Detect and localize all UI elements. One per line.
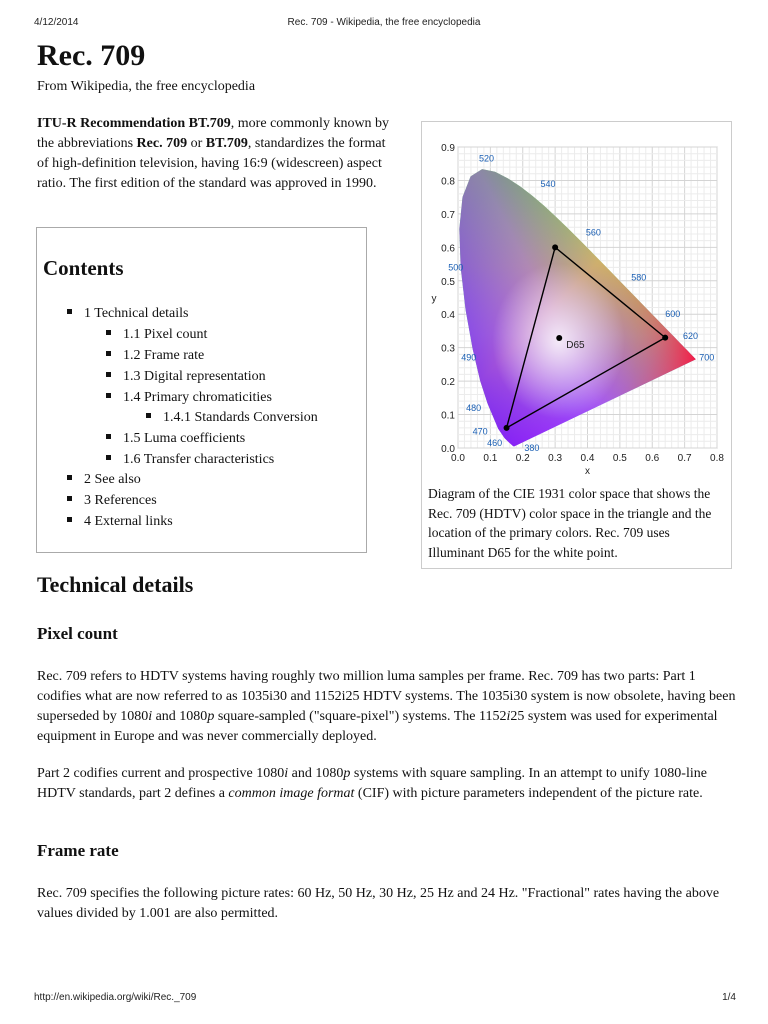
- text-run: (CIF) with picture parameters independent of the picture rate.: [354, 786, 703, 801]
- toc-item[interactable]: [106, 368, 266, 386]
- bullet-icon: [67, 475, 72, 480]
- primary-point: [662, 335, 668, 341]
- link-common-image-format[interactable]: common image format: [228, 786, 355, 801]
- toc-link[interactable]: 1.1 Pixel count: [123, 327, 208, 342]
- x-axis-label: x: [585, 466, 590, 477]
- toc-item[interactable]: [67, 513, 173, 531]
- bullet-icon: [146, 413, 151, 418]
- wavelength-label: 480: [466, 402, 482, 413]
- subsection-heading-frame-rate: Frame rate: [37, 841, 119, 860]
- text-run: Rec. 709 refers to HDTV systems having roughly two million luma samples per frame. Rec. 709 has two parts: Part 1 codifies what are now referred to as 1035i30 and 1152i25 HDTV systems. The 1035i30 system is now obsolete, having been superseded by 1080: [37, 669, 736, 724]
- text-run: p: [343, 766, 351, 781]
- toc-link[interactable]: 3 References: [84, 493, 157, 508]
- frame-rate-paragraph: Rec. 709 specifies the following picture rates: 60 Hz, 50 Hz, 30 Hz, 25 Hz and 24 Hz. "Fractional" rates having the above values divided by 1.001 are also permitted.: [37, 886, 720, 921]
- text-run: 25 system was used for experimental equipment in Europe and was never commercially deployed.: [37, 709, 718, 744]
- lead-bold-3: BT.709: [205, 136, 248, 151]
- print-date: 4/12/2014: [34, 17, 79, 28]
- bullet-icon: [106, 393, 111, 398]
- text-run: p: [207, 709, 215, 724]
- x-tick-label: 0.0: [451, 453, 465, 464]
- x-tick-label: 0.7: [677, 453, 692, 464]
- y-tick-label: 0.3: [441, 343, 455, 355]
- y-tick-label: 0.2: [441, 377, 455, 389]
- wavelength-label: 560: [585, 227, 601, 238]
- table-of-contents: [36, 227, 367, 553]
- bullet-icon: [67, 517, 72, 522]
- text-run: Part 2 codifies current and prospective 1080: [37, 766, 285, 781]
- bullet-icon: [106, 372, 111, 377]
- white-point-label: D65: [566, 339, 585, 351]
- text-run: i: [284, 766, 289, 781]
- subsection-heading-pixel-count: Pixel count: [37, 624, 118, 643]
- toc-item[interactable]: [106, 451, 274, 469]
- wavelength-label: 460: [487, 437, 503, 448]
- text-run: i: [506, 709, 511, 724]
- y-tick-label: 0.6: [441, 243, 455, 255]
- wavelength-label: 500: [448, 262, 464, 273]
- toc-link[interactable]: 4 External links: [84, 514, 173, 529]
- y-tick-label: 0.7: [441, 209, 455, 221]
- wavelength-label: 520: [479, 153, 495, 164]
- y-tick-label: 0.9: [441, 143, 455, 154]
- toc-link[interactable]: 1.4.1 Standards Conversion: [163, 410, 318, 425]
- toc-link[interactable]: 1.6 Transfer characteristics: [123, 452, 275, 467]
- toc-item[interactable]: [106, 430, 245, 448]
- x-tick-label: 0.4: [580, 453, 595, 464]
- y-axis-label: y: [431, 293, 437, 305]
- bullet-icon: [106, 330, 111, 335]
- figure-caption: Diagram of the CIE 1931 color space that shows the Rec. 709 (HDTV) color space in the triangle and the location of the primary colors. Rec. 709 uses Illuminant D65 for the white point.: [428, 486, 712, 560]
- text-run: i: [148, 709, 153, 724]
- wavelength-label: 580: [631, 272, 647, 283]
- bullet-icon: [106, 455, 111, 460]
- y-tick-label: 0.1: [441, 410, 455, 422]
- toc-item[interactable]: [106, 389, 272, 407]
- page-number: 1/4: [722, 992, 736, 1003]
- wavelength-label: 380: [524, 443, 540, 453]
- cie-figure: [421, 121, 732, 569]
- toc-link[interactable]: 1 Technical details: [84, 306, 189, 321]
- bullet-icon: [106, 434, 111, 439]
- print-title: Rec. 709 - Wikipedia, the free encyclopedia: [287, 17, 481, 28]
- bullet-icon: [67, 496, 72, 501]
- page-subtitle: From Wikipedia, the free encyclopedia: [37, 79, 256, 94]
- toc-heading: Contents: [43, 256, 124, 280]
- wavelength-label: 700: [699, 352, 715, 363]
- primary-point: [504, 425, 510, 431]
- wavelength-label: 600: [665, 309, 681, 320]
- lead-bold-2: Rec. 709: [136, 136, 188, 151]
- lead-paragraph: [37, 114, 392, 194]
- x-tick-label: 0.8: [710, 453, 724, 464]
- wavelength-label: 540: [540, 178, 556, 189]
- section-heading-technical-details: Technical details: [37, 572, 194, 597]
- x-tick-label: 0.3: [548, 453, 563, 464]
- y-tick-label: 0.5: [441, 276, 455, 288]
- lead-bold-1: ITU-R Recommendation BT.709: [37, 116, 231, 131]
- wavelength-label: 620: [683, 330, 699, 341]
- pixel-count-paragraph-2: [37, 764, 737, 804]
- white-point-marker: [556, 335, 562, 341]
- x-tick-label: 0.5: [612, 453, 627, 464]
- toc-link[interactable]: 1.2 Frame rate: [123, 348, 205, 363]
- lead-text-1: , more commonly known by the abbreviations: [37, 116, 390, 151]
- toc-item[interactable]: [106, 326, 207, 344]
- text-run: and 1080: [152, 709, 208, 724]
- y-tick-label: 0.8: [441, 176, 455, 188]
- print-url: http://en.wikipedia.org/wiki/Rec._709: [34, 992, 197, 1003]
- toc-item[interactable]: [67, 471, 141, 489]
- toc-link[interactable]: 1.5 Luma coefficients: [123, 431, 246, 446]
- toc-item[interactable]: [146, 409, 318, 427]
- y-tick-label: 0.0: [441, 444, 455, 455]
- lead-text-3: , standardizes the format of high-definition television, having 16:9 (widescreen) aspect ratio. The first edition of the standard was approved in 1990.: [37, 136, 386, 191]
- lead-text-2: or: [187, 136, 206, 151]
- toc-item[interactable]: [67, 305, 189, 323]
- wavelength-label: 490: [461, 352, 477, 363]
- x-tick-label: 0.2: [515, 453, 530, 464]
- cie-diagram: [422, 122, 733, 482]
- toc-link[interactable]: 1.4 Primary chromaticities: [123, 390, 272, 405]
- bullet-icon: [67, 309, 72, 314]
- bullet-icon: [106, 351, 111, 356]
- toc-item[interactable]: [106, 347, 204, 365]
- toc-link[interactable]: 2 See also: [84, 472, 141, 487]
- pixel-count-paragraph-1: [37, 667, 737, 747]
- x-tick-label: 0.6: [645, 453, 660, 464]
- toc-link[interactable]: 1.3 Digital representation: [123, 369, 266, 384]
- primary-point: [552, 244, 558, 250]
- toc-item[interactable]: [67, 492, 157, 510]
- text-run: square-sampled ("square-pixel") systems. The 1152: [214, 709, 507, 724]
- text-run: and 1080: [288, 766, 344, 781]
- y-tick-label: 0.4: [441, 310, 455, 322]
- text-run: systems with square sampling. In an attempt to unify 1080-line HDTV standards, part 2 defines a: [37, 766, 707, 801]
- wavelength-label: 470: [472, 426, 488, 437]
- x-tick-label: 0.1: [483, 453, 498, 464]
- print-footer: [0, 992, 768, 1008]
- page-title: Rec. 709: [37, 39, 146, 72]
- print-header: [0, 17, 768, 33]
